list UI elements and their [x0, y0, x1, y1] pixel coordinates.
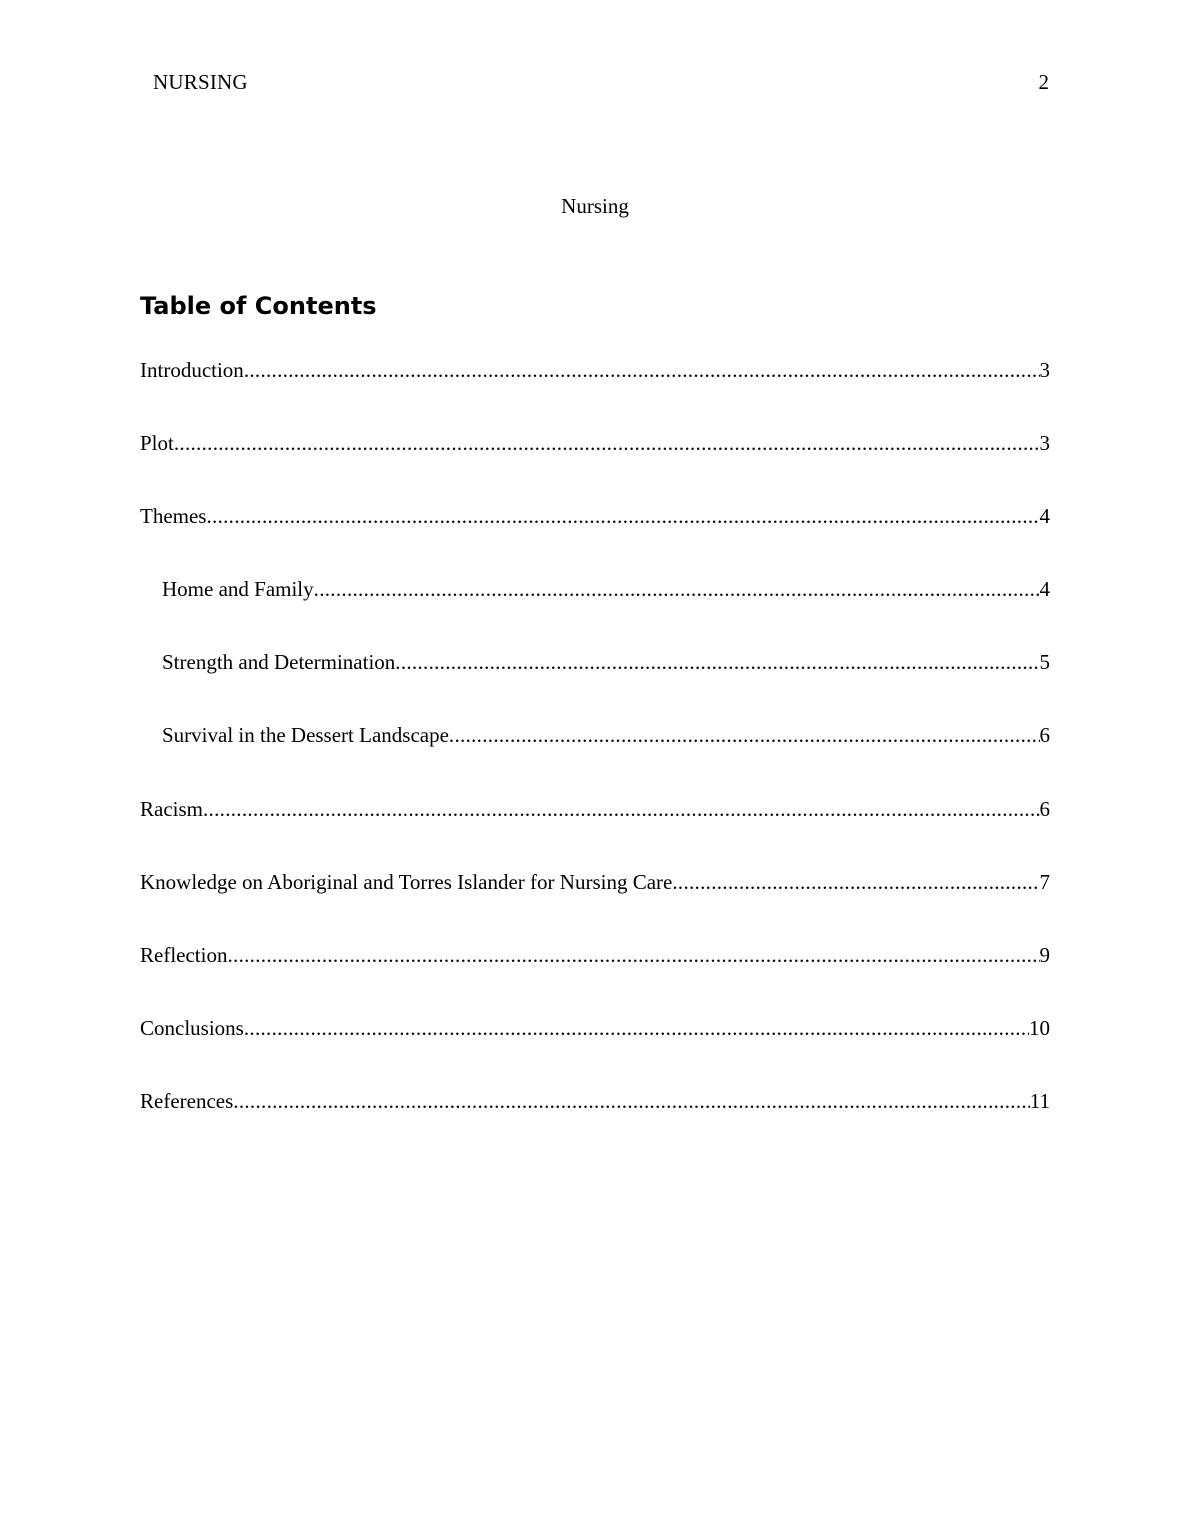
toc-dot-leader [449, 723, 1040, 748]
toc-entry-page: 9 [1039, 942, 1050, 967]
toc-entry[interactable] [140, 797, 1050, 870]
toc-entry-page: 4 [1039, 504, 1050, 529]
toc-dot-leader [672, 870, 1039, 895]
toc-heading: Table of Contents [140, 292, 377, 320]
toc-subentry[interactable] [140, 650, 1050, 723]
toc-entry-label: Knowledge on Aboriginal and Torres Islander for Nursing Care [140, 869, 673, 894]
toc-entry-page: 6 [1039, 723, 1050, 748]
toc-dot-leader [233, 1089, 1029, 1114]
toc-entry-page: 11 [1029, 1088, 1050, 1113]
toc-dot-leader [206, 504, 1039, 529]
toc-entry[interactable] [140, 504, 1050, 577]
toc-entry-page: 3 [1039, 431, 1050, 456]
toc-entry-page: 6 [1039, 796, 1050, 821]
toc-entry-page: 4 [1039, 577, 1050, 602]
toc-entry[interactable] [140, 1016, 1050, 1089]
toc-entry-label: Survival in the Dessert Landscape [162, 723, 449, 748]
toc-entry-label: Plot [140, 431, 174, 456]
toc-dot-leader [314, 577, 1040, 602]
toc-entry-label: References [140, 1088, 234, 1113]
toc-dot-leader [244, 358, 1040, 383]
toc-dot-leader [174, 431, 1040, 456]
toc-dot-leader [203, 797, 1040, 822]
toc-entry-label: Reflection [140, 942, 228, 967]
toc-entry-label: Themes [140, 504, 207, 529]
toc-entry-label: Conclusions [140, 1015, 244, 1040]
document-title: Nursing [561, 194, 629, 218]
toc-entry[interactable] [140, 431, 1050, 504]
toc-entry-label: Racism [140, 796, 203, 821]
page-number: 2 [1038, 70, 1049, 94]
toc-entry[interactable] [140, 943, 1050, 1016]
toc-dot-leader [395, 650, 1039, 675]
toc-entry-page: 7 [1039, 869, 1050, 894]
toc-subentry[interactable] [140, 577, 1050, 650]
toc-dot-leader [244, 1016, 1029, 1041]
toc-entry-page: 5 [1039, 650, 1050, 675]
toc-entry[interactable] [140, 1089, 1050, 1162]
toc-dot-leader [227, 943, 1039, 968]
toc-entry-label: Home and Family [162, 577, 314, 602]
table-of-contents [140, 358, 1050, 1162]
toc-subentry[interactable] [140, 723, 1050, 796]
running-head: NURSING [153, 70, 248, 94]
toc-entry-page: 3 [1039, 358, 1050, 382]
toc-entry-label: Strength and Determination [162, 650, 396, 675]
toc-entry[interactable] [140, 358, 1050, 431]
toc-entry-label: Introduction [140, 358, 244, 382]
toc-entry-page: 10 [1029, 1015, 1050, 1040]
toc-entry[interactable] [140, 870, 1050, 943]
